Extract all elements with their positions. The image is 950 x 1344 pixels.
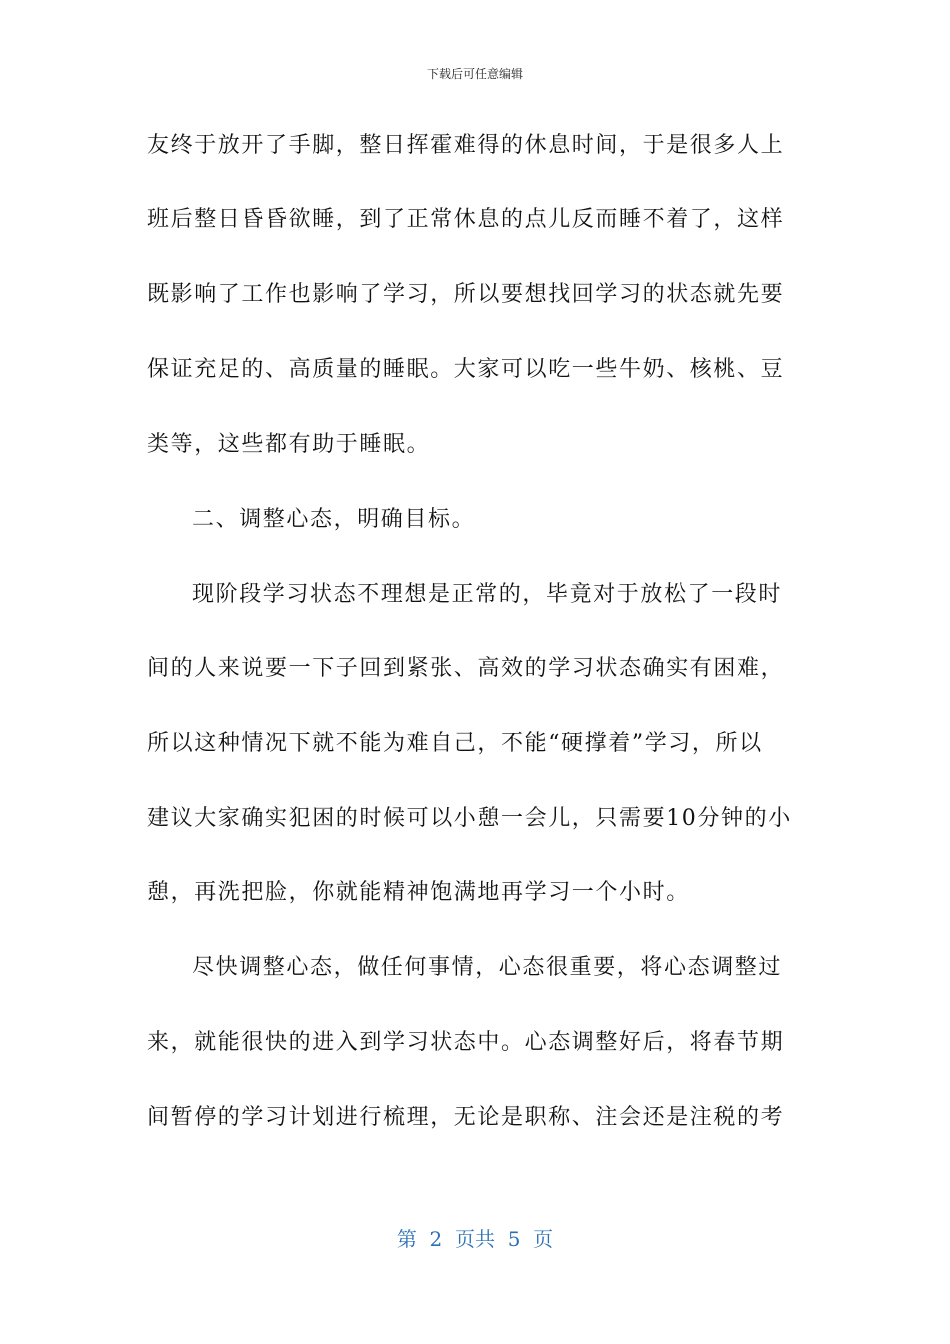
text-line: 间暂停的学习计划进行梳理，无论是职称、注会还是注税的考: [147, 1105, 785, 1130]
text-line: 类等，这些都有助于睡眠。: [147, 432, 431, 457]
text-line: 憩，再洗把脸，你就能精神饱满地再学习一个小时。: [147, 880, 690, 905]
text-line: 保证充足的、高质量的睡眠。大家可以吃一些牛奶、核桃、豆: [147, 357, 785, 382]
page-number-footer: 第 2 页共 5 页: [396, 1227, 554, 1251]
text-line: 既影响了工作也影响了学习，所以要想找回学习的状态就先要: [147, 282, 785, 307]
text-line: 建议大家确实犯困的时候可以小憩一会儿，只需要10分钟的小: [147, 806, 792, 831]
text-line: 间的人来说要一下子回到紧张、高效的学习状态确实有困难，: [147, 656, 785, 681]
text-line: 友终于放开了手脚，整日挥霍难得的休息时间，于是很多人上: [147, 133, 785, 158]
text-line: 来，就能很快的进入到学习状态中。心态调整好后，将春节期: [147, 1030, 785, 1055]
page-header: 下载后可任意编辑: [426, 67, 523, 81]
text-line: 现阶段学习状态不理想是正常的，毕竟对于放松了一段时: [192, 582, 783, 607]
section-heading: 二、调整心态，明确目标。: [192, 507, 476, 532]
text-line: 班后整日昏昏欲睡，到了正常休息的点儿反而睡不着了，这样: [147, 207, 785, 232]
text-line: 所以这种情况下就不能为难自己，不能“硬撑着”学习，所以: [147, 731, 763, 756]
text-line: 尽快调整心态，做任何事情，心态很重要，将心态调整过: [192, 955, 783, 980]
